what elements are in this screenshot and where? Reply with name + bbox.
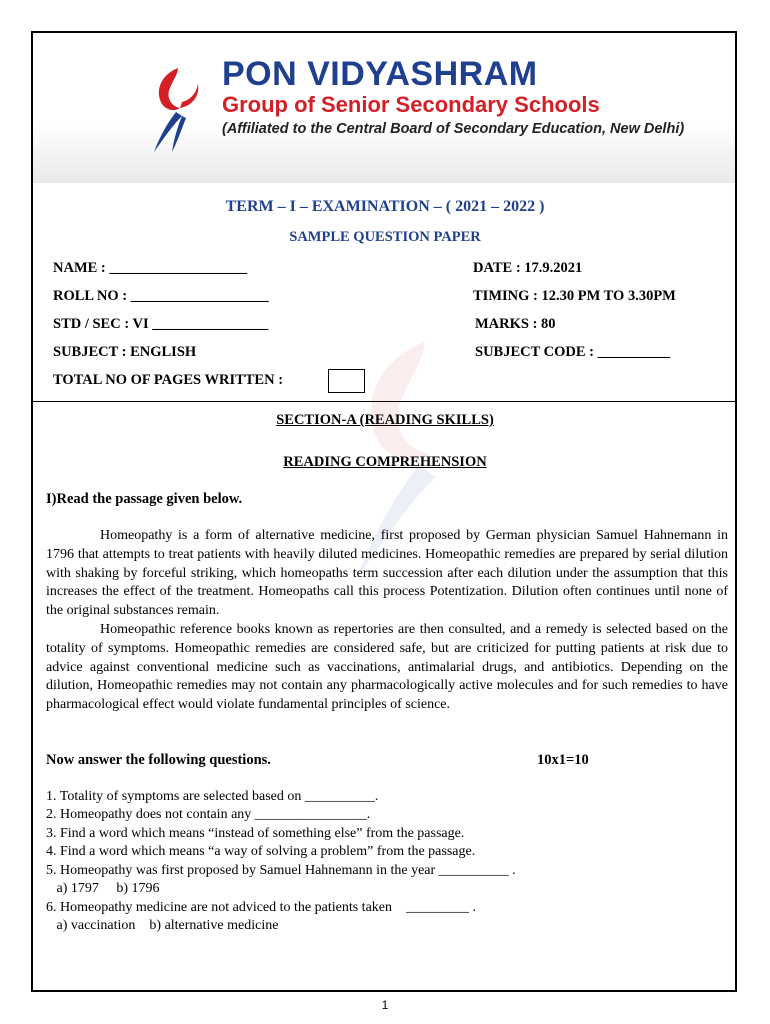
school-subtitle: Group of Senior Secondary Schools	[222, 92, 600, 117]
question-5: 5. Homeopathy was first proposed by Samuel Hahnemann in the year __________ .	[46, 863, 516, 878]
exam-title: TERM – I – EXAMINATION – ( 2021 – 2022 )	[225, 198, 545, 215]
school-name: PON VIDYASHRAM	[222, 55, 538, 93]
questions-heading: Now answer the following questions.	[46, 752, 271, 768]
passage-paragraph-1	[46, 527, 728, 621]
question-4: 4. Find a word which means “a way of solving a problem” from the passage.	[46, 844, 476, 859]
divider	[33, 401, 735, 402]
section-subheading: READING COMPREHENSION	[283, 454, 487, 470]
question-3: 3. Find a word which means “instead of something else” from the passage.	[46, 826, 465, 841]
name-field: NAME : ___________________	[53, 260, 248, 276]
school-logo-icon	[140, 60, 220, 160]
total-pages-field: TOTAL NO OF PAGES WRITTEN :	[53, 372, 284, 388]
exam-subtitle: SAMPLE QUESTION PAPER	[289, 229, 481, 245]
roll-no-field: ROLL NO : ___________________	[53, 288, 269, 304]
page-number: 1	[381, 998, 389, 1012]
question-6-options: a) vaccination b) alternative medicine	[46, 918, 279, 933]
std-sec-field: STD / SEC : VI ________________	[53, 316, 269, 332]
questions-marks: 10x1=10	[537, 752, 589, 768]
timing-field: TIMING : 12.30 PM TO 3.30PM	[473, 288, 676, 304]
question-6: 6. Homeopathy medicine are not adviced to the patients taken _________ .	[46, 900, 476, 915]
question-1: 1. Totality of symptoms are selected based on __________.	[46, 789, 379, 804]
instruction: I)Read the passage given below.	[46, 491, 243, 507]
pages-written-box[interactable]	[328, 369, 365, 393]
passage-text-1: Homeopathy is a form of alternative medicine, first proposed by German physician Samuel Hahnemann in 1796 that attempts to treat patients with heavily diluted medicines. Homeopathic remedies are prepared by serial dilution with shaking by forceful striking, which homeopaths term succession after each dilution under the assumption that this increases the effect of the treatment. Homeopaths call this process Potentization. Dilution often continues until none of the original substances remain.	[46, 528, 728, 619]
date-field: DATE : 17.9.2021	[473, 260, 583, 276]
school-affiliation: (Affiliated to the Central Board of Secondary Education, New Delhi)	[222, 121, 685, 137]
marks-field: MARKS : 80	[475, 316, 556, 332]
passage-paragraph-2	[46, 621, 728, 715]
section-heading: SECTION-A (READING SKILLS)	[276, 412, 494, 428]
subject-code-field: SUBJECT CODE : __________	[475, 344, 671, 360]
subject-field: SUBJECT : ENGLISH	[53, 344, 197, 360]
question-5-options: a) 1797 b) 1796	[46, 881, 160, 896]
passage-text-2: Homeopathic reference books known as repertories are then consulted, and a remedy is selected based on the totality of symptoms. Homeopathic remedies are considered safe, but are criticized for putting patients at risk due to advice against conventional medicine such as vaccinations, antimalarial drugs, and antibiotics. Depending on the dilution, Homeopathic remedies may not contain any pharmacologically active molecules and for such remedies to have pharmacological effect would violate fundamental principles of science.	[46, 622, 728, 713]
question-2: 2. Homeopathy does not contain any ________________.	[46, 807, 371, 822]
